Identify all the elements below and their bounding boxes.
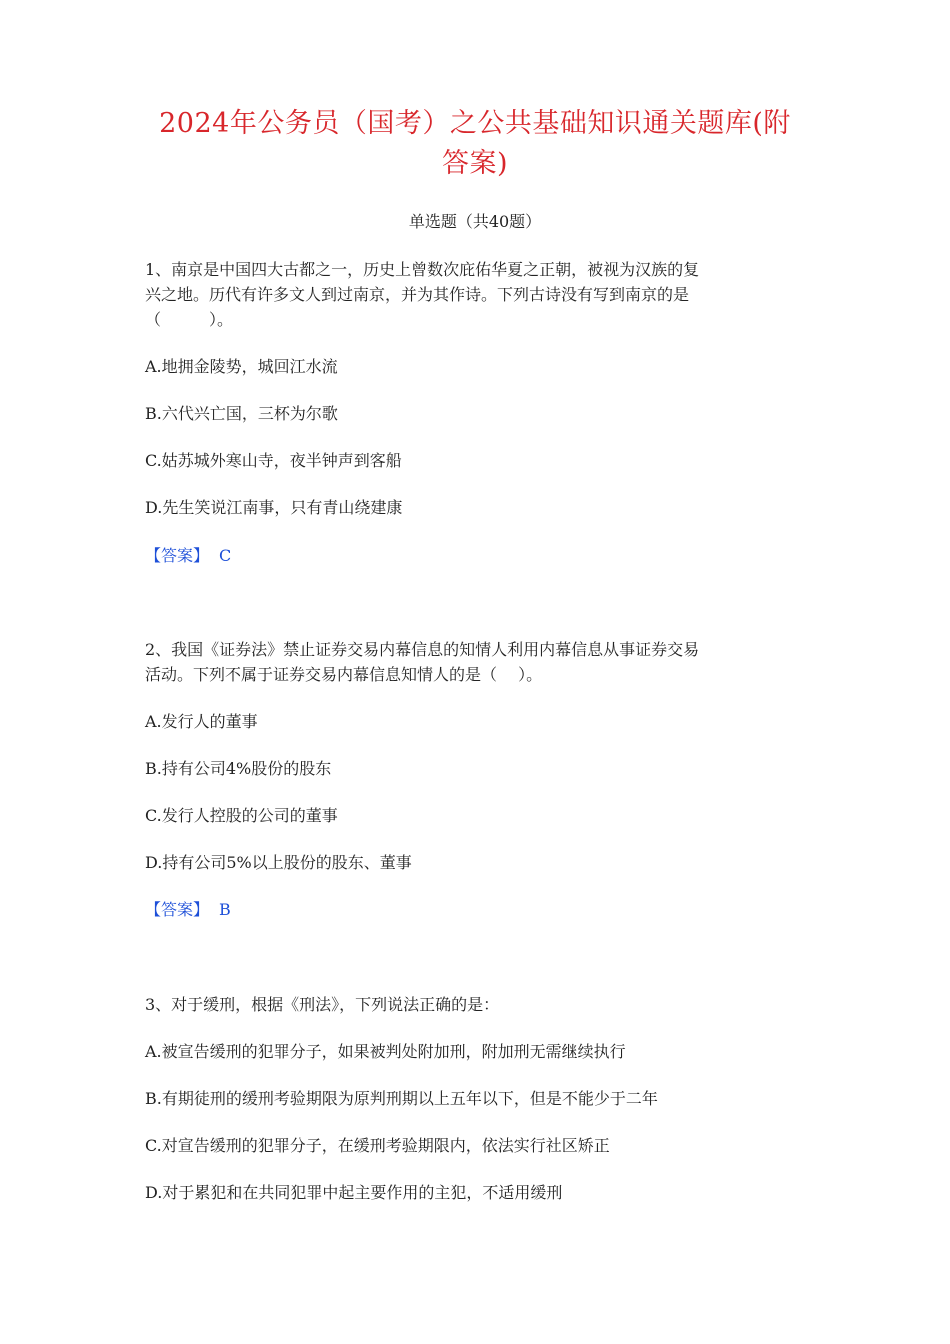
question-1-option-c: C.姑苏城外寒山寺，夜半钟声到客船	[145, 451, 402, 470]
document-title	[120, 104, 830, 184]
question-1-option-d: D.先生笑说江南事，只有青山绕建康	[145, 498, 403, 517]
question-1-stem-line-2: 兴之地。历代有许多文人到过南京，并为其作诗。下列古诗没有写到南京的是	[145, 285, 690, 304]
question-3-option-c: C.对宣告缓刑的犯罪分子，在缓刑考验期限内，依法实行社区矫正	[145, 1136, 610, 1155]
document-title-line-2: 答案)	[441, 148, 509, 179]
document-title-line-1: 2024年公务员（国考）之公共基础知识通关题库(附	[159, 108, 791, 139]
answer-value: B	[219, 900, 231, 919]
question-1-stem-line-1: 1、南京是中国四大古都之一，历史上曾数次庇佑华夏之正朝，被视为汉族的复	[145, 260, 700, 279]
question-1-option-b: B.六代兴亡国，三杯为尔歌	[145, 404, 338, 423]
question-1-stem-line-3: （ ）。	[145, 310, 234, 329]
question-2-answer	[145, 898, 231, 922]
question-2-option-c: C.发行人控股的公司的董事	[145, 806, 338, 825]
question-3-stem-line-1: 3、对于缓刑，根据《刑法》，下列说法正确的是：	[145, 995, 500, 1014]
question-2-stem-line-2: 活动。下列不属于证券交易内幕信息知情人的是（ ）。	[145, 665, 543, 684]
question-1-option-a: A.地拥金陵势，城回江水流	[145, 357, 338, 376]
question-2-option-a: A.发行人的董事	[145, 712, 258, 731]
answer-label: 【答案】	[145, 900, 210, 919]
question-3-option-b: B.有期徒刑的缓刑考验期限为原判刑期以上五年以下，但是不能少于二年	[145, 1089, 658, 1108]
question-2-stem-line-1: 2、我国《证券法》禁止证券交易内幕信息的知情人利用内幕信息从事证券交易	[145, 640, 700, 659]
answer-value: C	[219, 546, 232, 565]
question-1-answer	[145, 544, 231, 568]
question-2-option-d: D.持有公司5%以上股份的股东、董事	[145, 853, 412, 872]
question-2-option-b: B.持有公司4%股份的股东	[145, 759, 332, 778]
section-heading: 单选题（共40题）	[408, 212, 542, 231]
question-3-option-d: D.对于累犯和在共同犯罪中起主要作用的主犯，不适用缓刑	[145, 1183, 563, 1202]
answer-label: 【答案】	[145, 546, 210, 565]
question-3-option-a: A.被宣告缓刑的犯罪分子，如果被判处附加刑，附加刑无需继续执行	[145, 1042, 626, 1061]
